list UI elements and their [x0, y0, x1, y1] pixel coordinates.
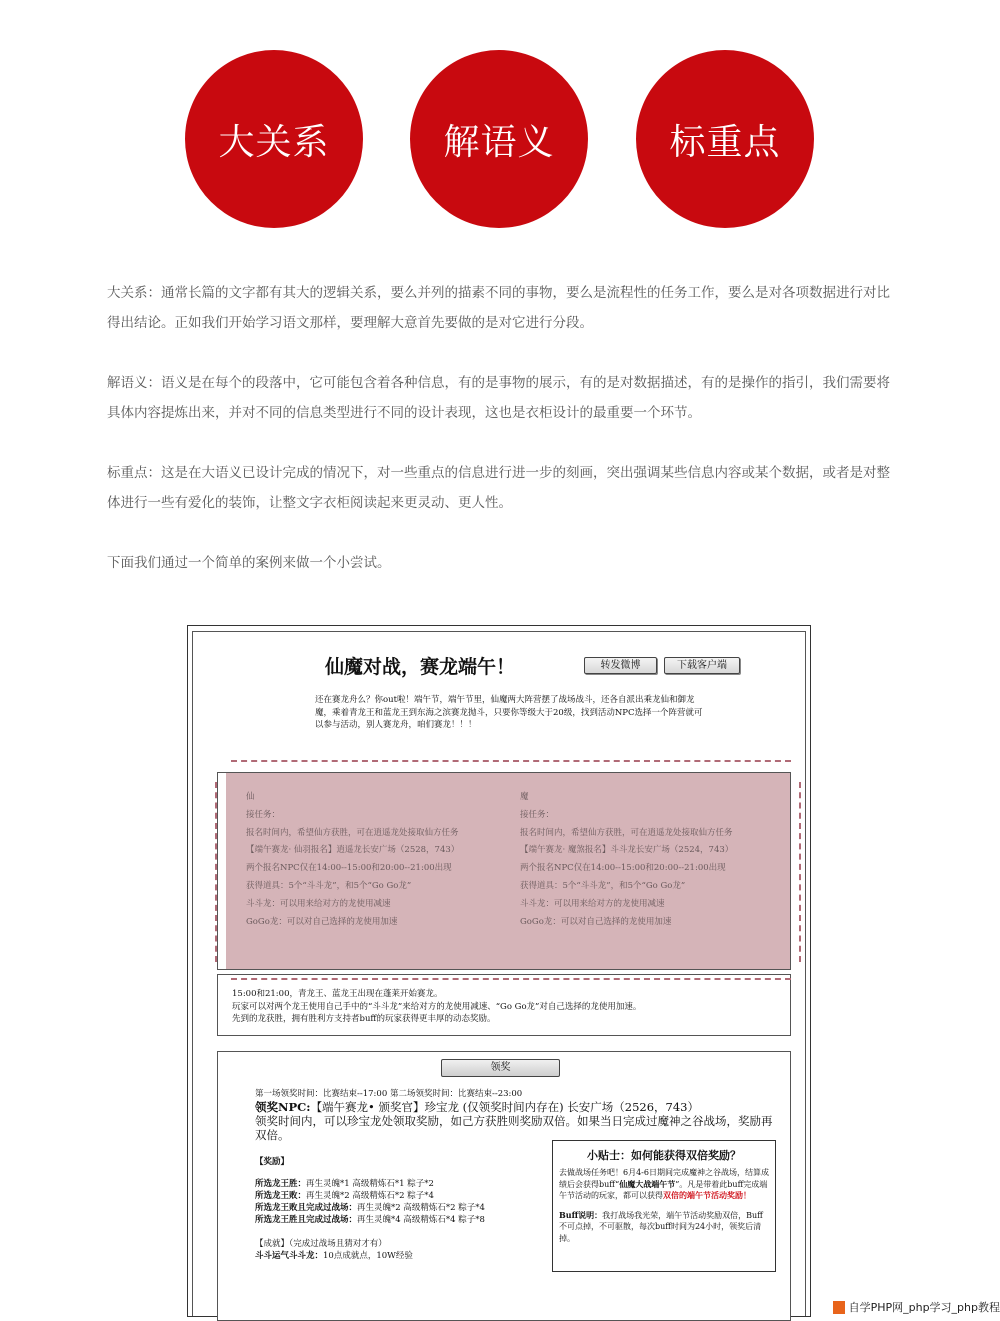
list-item: 两个报名NPC仅在14:00--15:00和20:00--21:00出现 [246, 863, 452, 874]
reward-npc-value: 【端午赛龙• 颁奖官】珍宝龙 (仅领奖时间内存在) 长安广场（2526，743） [310, 1100, 699, 1114]
race-line: 先到的龙获胜，拥有胜利方支持者buff的玩家获得更丰厚的动态奖励。 [232, 1014, 496, 1024]
list-item: 斗斗龙：可以用来给对方的龙使用减速 [520, 898, 665, 909]
list-item: 获得道具：5个“斗斗龙”，和5个“Go Go龙” [246, 880, 412, 891]
reward-label: 所选龙王胜且完成过战场： [255, 1215, 358, 1225]
reward-box [217, 1051, 791, 1321]
share-weibo-button[interactable]: 转发微博 [584, 657, 657, 674]
mockup-frame [192, 631, 806, 1316]
race-info-box [217, 974, 791, 1036]
list-item: 【端午赛龙· 仙羽报名】逍遥龙长安广场（2528，743） [246, 845, 460, 856]
tips-text: 去做战场任务吧！6月4-6日期间完成魔神之谷战场，结算成绩后会获得buff“ [559, 1168, 769, 1189]
tips-paragraph [559, 1167, 769, 1202]
mockup-title: 仙魔对战，赛龙端午！ [325, 656, 516, 678]
faction-xian-column [246, 789, 506, 931]
dashed-divider-vertical [799, 782, 801, 962]
race-line: 玩家可以对两个龙王使用自己手中的“斗斗龙”来给对方的龙使用减速、“Go Go龙”对自己选择的龙使用加速。 [232, 1001, 642, 1012]
tips-title: 小贴士：如何能获得双倍奖励？ [587, 1149, 741, 1162]
list-item: GoGo龙：可以对自己选择的龙使用加速 [246, 916, 398, 927]
faction-mo-column [520, 789, 780, 931]
paragraph-highlight: 标重点：这是在大语义已设计完成的情况下，对一些重点的信息进行进一步的刻画，突出强调某些信息内容或某个数据，或者是对整体进行一些有爱化的装饰，让整文字衣柜阅读起来更灵动、更人性。 [107, 465, 890, 511]
tips-highlight: 双倍的端午节活动奖励！ [663, 1190, 751, 1200]
reward-npc-label: 领奖NPC: [255, 1100, 311, 1114]
tips-buff-paragraph [559, 1210, 769, 1245]
faction-name: 仙 [246, 792, 255, 802]
list-item: 获得道具：5个“斗斗龙”，和5个“Go Go龙” [520, 880, 686, 891]
dashed-divider-vertical [215, 782, 217, 962]
list-item: 接任务： [246, 809, 281, 820]
list-item: 斗斗龙：可以用来给对方的龙使用减速 [246, 898, 391, 909]
mockup-intro: 还在赛龙舟么？你out啦！端午节，端午节里，仙魔两大阵营摆了战场战斗，还各自派出乘龙仙和御龙魔，乘着青龙王和蓝龙王到东海之滨赛龙抛斗，只要你等级大于20级，找到活动NPC选择一个阵营就可以参与活动，别人赛龙舟，咱们赛龙！！！ [315, 695, 703, 730]
reward-value: 再生灵魄*2 高级精炼石*2 粽子*4 [357, 1203, 485, 1213]
faction-panel-fill [226, 773, 790, 969]
download-client-button[interactable]: 下载客户端 [664, 657, 740, 674]
reward-label: 所选龙王败且完成过战场： [255, 1203, 358, 1213]
example-mockup [187, 625, 811, 1317]
tips-buff-name: 仙魔大战端午节 [619, 1178, 676, 1189]
tips-text: ”。凡是带着此buff完成端午节活动的玩家，都可以获得 [559, 1179, 768, 1200]
dashed-divider [231, 978, 791, 980]
paragraph-example-intro: 下面我们通过一个简单的案例来做一个小尝试。 [107, 555, 391, 571]
circle-label: 大关系 [218, 121, 330, 163]
circle-highlight [636, 50, 814, 228]
list-item: 【端午赛龙· 魔煞报名】斗斗龙长安广场（2524，743） [520, 845, 734, 856]
reward-times: 第一场领奖时间：比赛结束--17:00 第二场领奖时间：比赛结束--23:00 [255, 1089, 523, 1099]
watermark-text: 自学PHP网_php学习_php教程 [848, 1301, 1000, 1314]
achievement-header: 【成就】（完成过战场且猜对才有） [255, 1239, 387, 1249]
circle-label: 标重点 [669, 121, 781, 163]
achievement-label: 斗斗运气斗斗龙： [255, 1251, 324, 1261]
paragraph-big-relation: 大关系：通常长篇的文字都有其大的逻辑关系，要么并列的描素不同的事物，要么是流程性的任务工作，要么是对各项数据进行对比得出结论。正如我们开始学习语文那样，要理解大意首先要做的是对它进行分段。 [107, 285, 890, 331]
dashed-divider [231, 760, 791, 762]
list-item: 报名时间内，希望仙方获胜，可在逍遥龙处接取仙方任务 [246, 827, 459, 838]
reward-label: 所选龙王胜： [255, 1179, 307, 1189]
paragraph-semantics: 解语义：语义是在每个的段落中，它可能包含着各种信息，有的是事物的展示，有的是对数据描述，有的是操作的指引，我们需要将具体内容提炼出来，并对不同的信息类型进行不同的设计表现，这也是衣柜设计的最重要一个环节。 [107, 375, 890, 421]
php-logo-icon [833, 1301, 845, 1314]
tips-buff-text: 我打战场我光荣，端午节活动奖励双倍，Buff不可点掉，不可驱散，每次buff时间为24小时，领奖后清掉。 [559, 1210, 763, 1243]
reward-label: 所选龙王败： [255, 1191, 307, 1201]
tips-box [552, 1140, 776, 1272]
reward-value: 再生灵魄*2 高级精炼石*2 粽子*4 [306, 1191, 434, 1201]
race-line: 15:00和21:00，青龙王、蓝龙王出现在蓬莱开始赛龙。 [232, 989, 443, 999]
list-item: GoGo龙：可以对自己选择的龙使用加速 [520, 916, 672, 927]
circle-semantics [410, 50, 588, 228]
race-info-text [232, 988, 772, 1026]
reward-value: 再生灵魄*1 高级精炼石*1 粽子*2 [306, 1179, 434, 1189]
reward-header: 【奖励】 [255, 1157, 290, 1167]
reward-value: 再生灵魄*4 高级精炼石*4 粽子*8 [357, 1215, 485, 1225]
list-item: 接任务： [520, 809, 555, 820]
circle-label: 解语义 [443, 121, 555, 163]
tips-buff-label: Buff说明： [559, 1209, 603, 1220]
site-watermark [830, 1297, 1000, 1317]
reward-description: 领奖时间内，可以珍宝龙处领取奖励，如己方获胜则奖励双倍。如果当日完成过魔神之谷战场，奖励再双倍。 [255, 1114, 773, 1142]
list-item: 两个报名NPC仅在14:00--15:00和20:00--21:00出现 [520, 863, 726, 874]
faction-panel [217, 772, 791, 970]
circle-big-relation [185, 50, 363, 228]
faction-name: 魔 [520, 792, 529, 802]
reward-list [255, 1178, 545, 1226]
achievement-value: 10点成就点，10W经验 [323, 1251, 413, 1261]
claim-reward-button[interactable]: 领奖 [441, 1059, 560, 1077]
list-item: 报名时间内，希望仙方获胜，可在逍遥龙处接取仙方任务 [520, 827, 733, 838]
